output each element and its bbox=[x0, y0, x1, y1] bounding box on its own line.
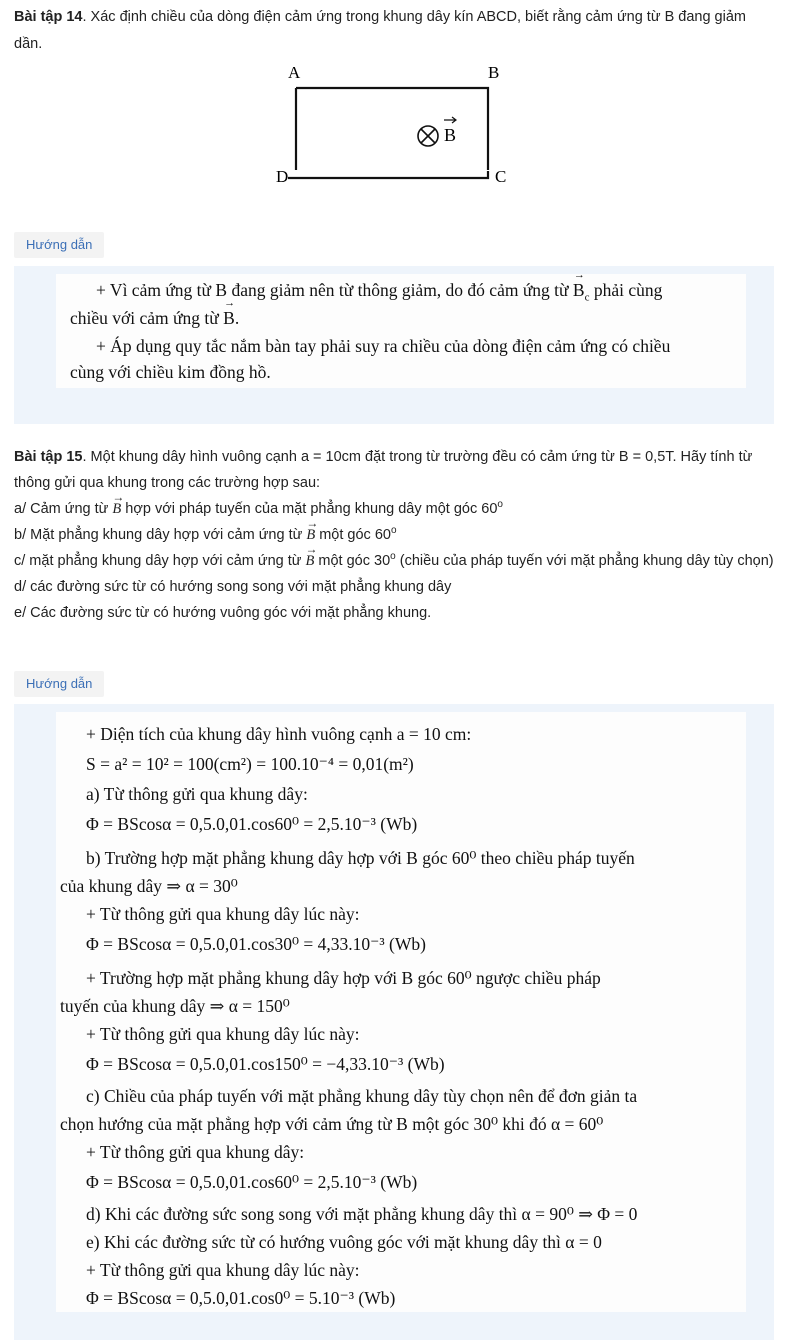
solution-15-line-19: + Từ thông gửi qua khung dây lúc này: bbox=[86, 1260, 360, 1280]
solution-15-line-9: + Trường hợp mặt phẳng khung dây hợp với B góc 60⁰ ngược chiều pháp bbox=[86, 968, 601, 988]
guide-tab-15[interactable]: Hướng dẫn bbox=[14, 671, 104, 697]
solution-panel-14 bbox=[14, 266, 774, 424]
vertex-b-label: B bbox=[488, 63, 500, 82]
vertex-d-label: D bbox=[276, 167, 289, 186]
exercise-15-item-b: b/ Mặt phẳng khung dây hợp với cảm ứng từ → B một góc 60$^o$ bbox=[14, 522, 774, 548]
exercise-14-statement bbox=[14, 4, 774, 58]
solution-15-line-4: Φ = BScosα = 0,5.0,01.cos60⁰ = 2,5.10⁻³ (Wb) bbox=[86, 814, 418, 834]
vector-b: → B bbox=[306, 548, 315, 574]
solution-15-line-5: b) Trường hợp mặt phẳng khung dây hợp với B góc 60⁰ theo chiều pháp tuyến bbox=[86, 848, 635, 868]
solution-panel-15 bbox=[14, 704, 774, 1340]
exercise-15-label: Bài tập 15 bbox=[14, 449, 83, 465]
guide-tab-14[interactable]: Hướng dẫn bbox=[14, 232, 104, 258]
exercise-14-label: Bài tập 14 bbox=[14, 9, 83, 25]
vector-b: → B bbox=[112, 496, 121, 522]
exercise-15-item-e: e/ Các đường sức từ có hướng vuông góc với mặt phẳng khung. bbox=[14, 605, 432, 621]
field-into-page-icon bbox=[418, 126, 438, 146]
solution-15-line-2: S = a² = 10² = 100(cm²) = 100.10⁻⁴ = 0,01(m²) bbox=[86, 754, 414, 774]
solution-15-image bbox=[56, 712, 746, 1312]
solution-15-line-12: Φ = BScosα = 0,5.0,01.cos150⁰ = −4,33.10⁻³ (Wb) bbox=[86, 1054, 445, 1074]
solution-14-line-4: cùng với chiều kim đồng hồ. bbox=[70, 362, 271, 382]
field-b-label: B bbox=[444, 125, 457, 145]
solution-15-line-10: tuyến của khung dây ⇒ α = 150⁰ bbox=[60, 996, 290, 1016]
circuit-figure bbox=[270, 58, 530, 198]
solution-15-line-20: Φ = BScosα = 0,5.0,01.cos0⁰ = 5.10⁻³ (Wb) bbox=[86, 1288, 396, 1308]
solution-15-line-6: của khung dây ⇒ α = 30⁰ bbox=[60, 876, 238, 896]
solution-14-line-2: chiều với cảm ứng từ → B. bbox=[70, 308, 239, 329]
solution-15-line-8: Φ = BScosα = 0,5.0,01.cos30⁰ = 4,33.10⁻³ (Wb) bbox=[86, 934, 426, 954]
solution-15-line-16: Φ = BScosα = 0,5.0,01.cos60⁰ = 2,5.10⁻³ (Wb) bbox=[86, 1172, 418, 1192]
exercise-15-item-c: c/ mặt phẳng khung dây hợp với cảm ứng từ → B một góc 30$^o$ (chiều của pháp tuyến với mặt phẳng khung dây tùy chọn) bbox=[14, 548, 774, 574]
solution-15-line-15: + Từ thông gửi qua khung dây: bbox=[86, 1142, 305, 1162]
solution-15-line-14: chọn hướng của mặt phẳng hợp với cảm ứng từ B một góc 30⁰ khi đó α = 60⁰ bbox=[60, 1114, 604, 1134]
vector-b: → B bbox=[306, 522, 315, 548]
solution-15-line-18: e) Khi các đường sức từ có hướng vuông góc với mặt khung dây thì α = 0 bbox=[86, 1232, 602, 1252]
solution-14-line-1: + Vì cảm ứng từ B đang giảm nên từ thông giảm, do đó cảm ứng từ → $B_c$ phải cùng bbox=[96, 280, 662, 304]
solution-15-line-7: + Từ thông gửi qua khung dây lúc này: bbox=[86, 904, 360, 924]
vector-arrow-icon bbox=[444, 117, 456, 123]
vertex-a-label: A bbox=[288, 63, 301, 82]
solution-15-line-13: c) Chiều của pháp tuyến với mặt phẳng khung dây tùy chọn nên để đơn giản ta bbox=[86, 1086, 638, 1106]
exercise-15-item-d: d/ các đường sức từ có hướng song song với mặt phẳng khung dây bbox=[14, 579, 452, 595]
vector-bc: → $B_c$ bbox=[573, 280, 590, 304]
solution-14-line-3: + Áp dụng quy tắc nắm bàn tay phải suy ra chiều của dòng điện cảm ứng có chiều bbox=[96, 336, 671, 356]
exercise-15-item-a: a/ Cảm ứng từ → B hợp với pháp tuyến của mặt phẳng khung dây một góc 60$^o$ bbox=[14, 496, 774, 522]
solution-15-line-11: + Từ thông gửi qua khung dây lúc này: bbox=[86, 1024, 360, 1044]
vertex-c-label: C bbox=[495, 167, 507, 186]
frame-abcd-diagram bbox=[270, 58, 530, 198]
exercise-14-text: . Xác định chiều của dòng điện cảm ứng trong khung dây kín ABCD, biết rằng cảm ứng từ B đang giảm dần. bbox=[14, 9, 746, 52]
vector-b: → B bbox=[223, 308, 235, 329]
solution-15-line-1: + Diện tích của khung dây hình vuông cạnh a = 10 cm: bbox=[86, 724, 472, 744]
solution-14-image bbox=[56, 274, 746, 388]
exercise-15-intro: Bài tập 15. Một khung dây hình vuông cạnh a = 10cm đặt trong từ trường đều có cảm ứng từ B = 0,5T. Hãy tính từ thông gửi qua khung trong các trường hợp sau: bbox=[14, 449, 753, 491]
solution-15-line-17: d) Khi các đường sức song song với mặt phẳng khung dây thì α = 90⁰ ⇒ Φ = 0 bbox=[86, 1204, 638, 1224]
exercise-15-statement bbox=[14, 444, 774, 626]
solution-15-line-3: a) Từ thông gửi qua khung dây: bbox=[86, 784, 308, 804]
